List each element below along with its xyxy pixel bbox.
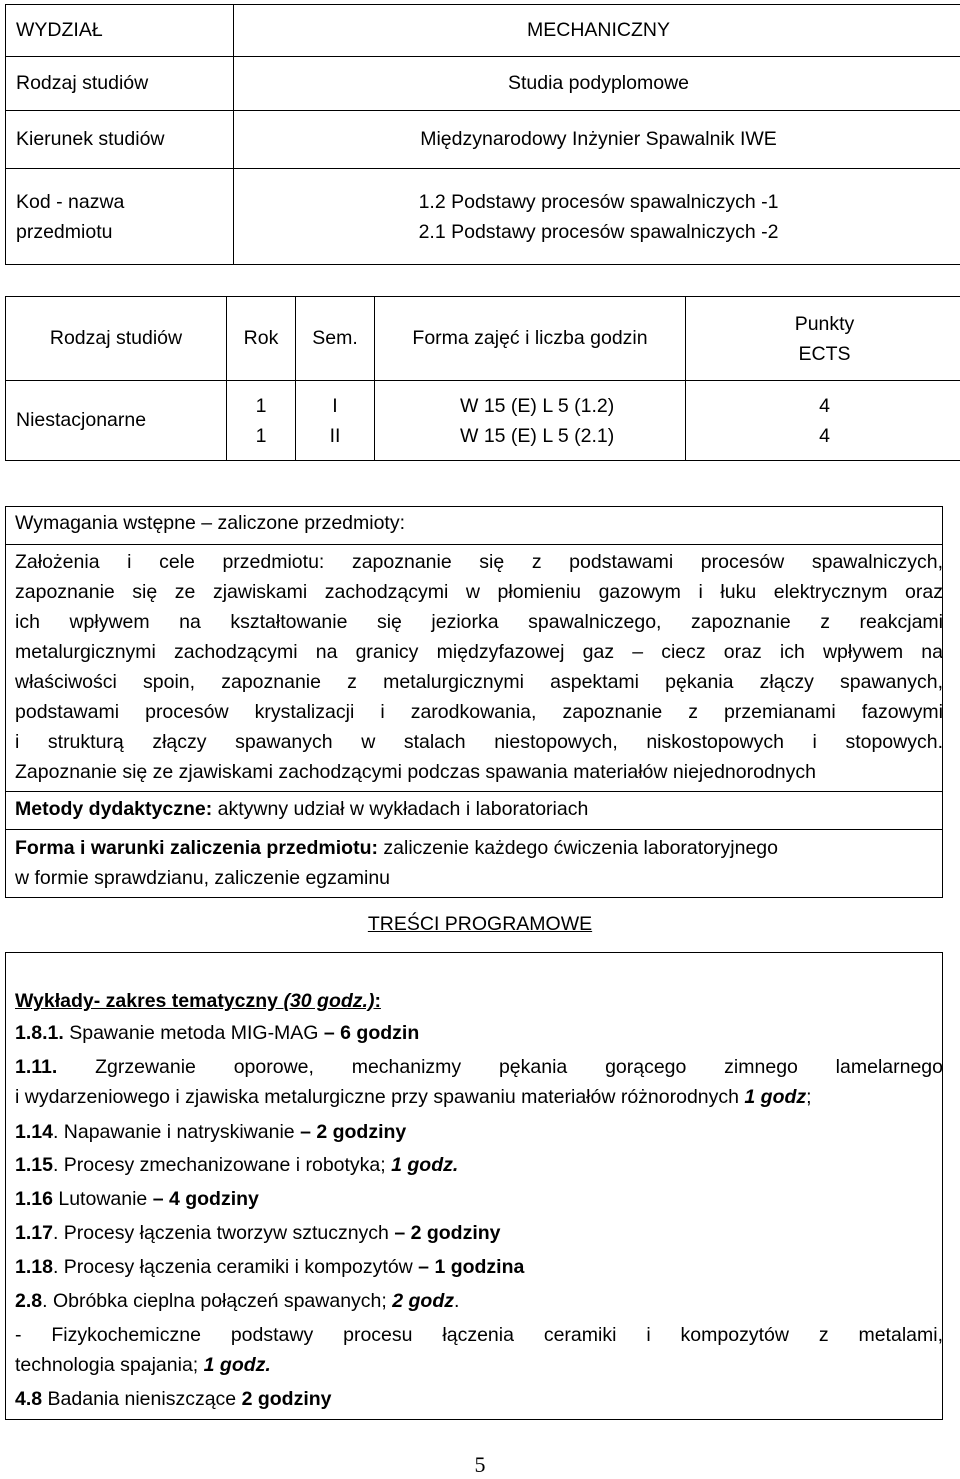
goals-line: metalurgicznymi zachodzącymi na granicy międzyfazowej gaz – ciecz oraz ich wpływem na xyxy=(15,641,943,663)
form-value: W 15 (E) L 5 (2.1) xyxy=(460,424,615,447)
lecture-dash: – xyxy=(300,1121,317,1143)
lecture-text: . Procesy zmechanizowane i robotyka; xyxy=(52,1154,392,1176)
goals-line: i strukturą złączy spawanych w stalach niestopowych, niskostopowych i stopowych. xyxy=(15,731,943,753)
goals-line: ich wpływem na kształtowanie się jeziorka spawalniczego, zapoznanie z reakcjami xyxy=(15,611,943,633)
info-row-course-code xyxy=(6,169,960,265)
info-label: WYDZIAŁ xyxy=(6,5,234,57)
lecture-text: . Obróbka cieplna połączeń spawanych; xyxy=(42,1290,393,1312)
lecture-hours: 2 godziny xyxy=(241,1388,332,1410)
info-label xyxy=(6,169,234,265)
lecture-text: . Procesy łączenia ceramiki i kompozytów xyxy=(52,1256,419,1278)
lecture-hours: 2 godz xyxy=(392,1290,454,1312)
lecture-item xyxy=(15,1052,943,1082)
header-study-type: Rodzaj studiów xyxy=(6,297,227,381)
semester-value: I xyxy=(332,394,338,417)
lecture-item xyxy=(15,1218,943,1248)
lecture-num: 1.15 xyxy=(15,1154,53,1176)
lecture-num: 1.17 xyxy=(15,1222,53,1244)
info-value xyxy=(234,169,960,265)
lecture-item xyxy=(15,1320,943,1350)
lecture-dash: – xyxy=(418,1256,435,1278)
goals-label: Założenia i cele przedmiotu: xyxy=(15,551,325,573)
lecture-dash: – xyxy=(323,1022,341,1044)
lecture-text: - Fizykochemiczne podstawy procesu łączenia ceramiki i kompozytów z metalami, xyxy=(15,1324,943,1346)
goals-line: Zapoznanie się ze zjawiskami zachodzącymi podczas spawania materiałów niejednorodnych xyxy=(15,761,816,783)
info-value: Studia podyplomowe xyxy=(234,57,960,111)
lecture-item-continued xyxy=(15,1082,943,1112)
ects-cell xyxy=(686,381,960,461)
lecture-hours: 1 godzina xyxy=(434,1256,525,1278)
lecture-item xyxy=(15,1252,943,1282)
lecture-hours: 4 godziny xyxy=(168,1188,259,1210)
goals-line xyxy=(15,547,943,577)
lecture-text: i wydarzeniowego i zjawiska metalurgiczne przy spawaniu materiałów różnorodnych xyxy=(15,1086,745,1108)
goals-text: zapoznanie się z podstawami procesów spawalniczych, xyxy=(324,551,944,573)
lecture-item xyxy=(15,1184,943,1214)
lecture-item xyxy=(15,1018,943,1048)
header-form: Forma zajęć i liczba godzin xyxy=(375,297,686,381)
program-title: TREŚCI PROGRAMOWE xyxy=(367,913,593,935)
lecture-hours: 1 godz xyxy=(744,1086,807,1108)
lecture-num: 1.18 xyxy=(15,1256,53,1278)
lecture-hours: 6 godzin xyxy=(340,1022,420,1044)
info-row-study-type xyxy=(6,57,960,111)
semester-value: II xyxy=(329,424,341,447)
study-type-cell: Niestacjonarne xyxy=(6,381,227,461)
assessment-text: zaliczenie każdego ćwiczenia laboratoryjnego xyxy=(378,837,778,859)
lecture-item-continued xyxy=(15,1350,943,1380)
lecture-tail: . xyxy=(453,1290,460,1312)
lecture-text: technologia spajania; xyxy=(15,1354,204,1376)
lecture-item xyxy=(15,1384,943,1414)
form-value: W 15 (E) L 5 (1.2) xyxy=(460,394,615,417)
lecture-hours: 1 godz. xyxy=(203,1354,271,1376)
methods-label: Metody dydaktyczne: xyxy=(15,798,213,820)
requirements-label: Wymagania wstępne – zaliczone przedmioty: xyxy=(15,512,406,534)
goals-line: podstawami procesów krystalizacji i zarodkowania, zapoznanie z przemianami fazowymi xyxy=(15,701,943,723)
header-year: Rok xyxy=(227,297,296,381)
lecture-hours: 1 godz. xyxy=(391,1154,459,1176)
schedule-table xyxy=(5,296,960,461)
schedule-header-row xyxy=(6,297,960,381)
lecture-item xyxy=(15,1117,943,1147)
course-info-table xyxy=(5,4,960,265)
methods-line xyxy=(15,794,943,824)
schedule-row xyxy=(6,381,960,461)
header-ects-line: ECTS xyxy=(798,342,851,365)
lecture-dash: – xyxy=(152,1188,169,1210)
lecture-text: Spawanie metoda MIG-MAG xyxy=(63,1022,324,1044)
lecture-item xyxy=(15,1150,943,1180)
goals-line: zapoznanie się ze zjawiskami zachodzącymi w płomieniu gazowym i łuku elektrycznym oraz xyxy=(15,581,943,603)
lecture-hours: 2 godziny xyxy=(410,1222,501,1244)
info-label-line: przedmiotu xyxy=(16,220,113,243)
ects-value: 4 xyxy=(819,424,830,447)
assessment-line xyxy=(15,833,943,863)
lectures-heading-colon: : xyxy=(374,990,381,1012)
lecture-num: 1.16 xyxy=(15,1188,53,1210)
info-value: MECHANICZNY xyxy=(234,5,960,57)
lectures-heading-hours: (30 godz.) xyxy=(283,990,375,1012)
lecture-text: . Procesy łączenia tworzyw sztucznych xyxy=(52,1222,395,1244)
lecture-item xyxy=(15,1286,943,1316)
info-value-line: 1.2 Podstawy procesów spawalniczych -1 xyxy=(418,190,779,213)
lecture-num: 1.14 xyxy=(15,1121,53,1143)
lecture-num: 2.8 xyxy=(15,1290,43,1312)
assessment-line: w formie sprawdzianu, zaliczenie egzaminu xyxy=(15,867,391,889)
lecture-text: Zgrzewanie oporowe, mechanizmy pękania gorącego zimnego lamelarnego xyxy=(57,1056,943,1078)
info-row-faculty xyxy=(6,5,960,57)
info-row-field xyxy=(6,111,960,169)
methods-text: aktywny udział w wykładach i laboratoriach xyxy=(212,798,589,820)
year-cell xyxy=(227,381,296,461)
year-value: 1 xyxy=(255,424,267,447)
lectures-heading-text: Wykłady- zakres tematyczny xyxy=(15,990,284,1012)
lecture-num: 1.8.1. xyxy=(15,1022,64,1044)
year-value: 1 xyxy=(255,394,267,417)
info-label: Rodzaj studiów xyxy=(6,57,234,111)
page-number: 5 xyxy=(474,1452,486,1477)
header-semester: Sem. xyxy=(296,297,375,381)
assessment-label: Forma i warunki zaliczenia przedmiotu: xyxy=(15,837,378,859)
lecture-hours: 2 godziny xyxy=(316,1121,407,1143)
info-label-line: Kod - nazwa xyxy=(16,190,125,213)
lecture-num: 1.11. xyxy=(15,1056,58,1078)
semester-cell xyxy=(296,381,375,461)
info-value-line: 2.1 Podstawy procesów spawalniczych -2 xyxy=(418,220,779,243)
lecture-text: Lutowanie xyxy=(52,1188,153,1210)
info-label: Kierunek studiów xyxy=(6,111,234,169)
goals-line: właściwości spoin, zapoznanie z metalurgicznymi aspektami pękania złączy spawanych, xyxy=(15,671,943,693)
lectures-heading xyxy=(15,986,943,1016)
lecture-text: Badania nieniszczące xyxy=(42,1388,242,1410)
header-ects xyxy=(686,297,960,381)
lecture-text: . Napawanie i natryskiwanie xyxy=(52,1121,301,1143)
form-cell xyxy=(375,381,686,461)
lecture-tail: ; xyxy=(806,1086,812,1108)
header-ects-line: Punkty xyxy=(794,312,855,335)
lecture-dash: – xyxy=(394,1222,411,1244)
lecture-num: 4.8 xyxy=(15,1388,43,1410)
ects-value: 4 xyxy=(819,394,830,417)
info-value: Międzynarodowy Inżynier Spawalnik IWE xyxy=(234,111,960,169)
